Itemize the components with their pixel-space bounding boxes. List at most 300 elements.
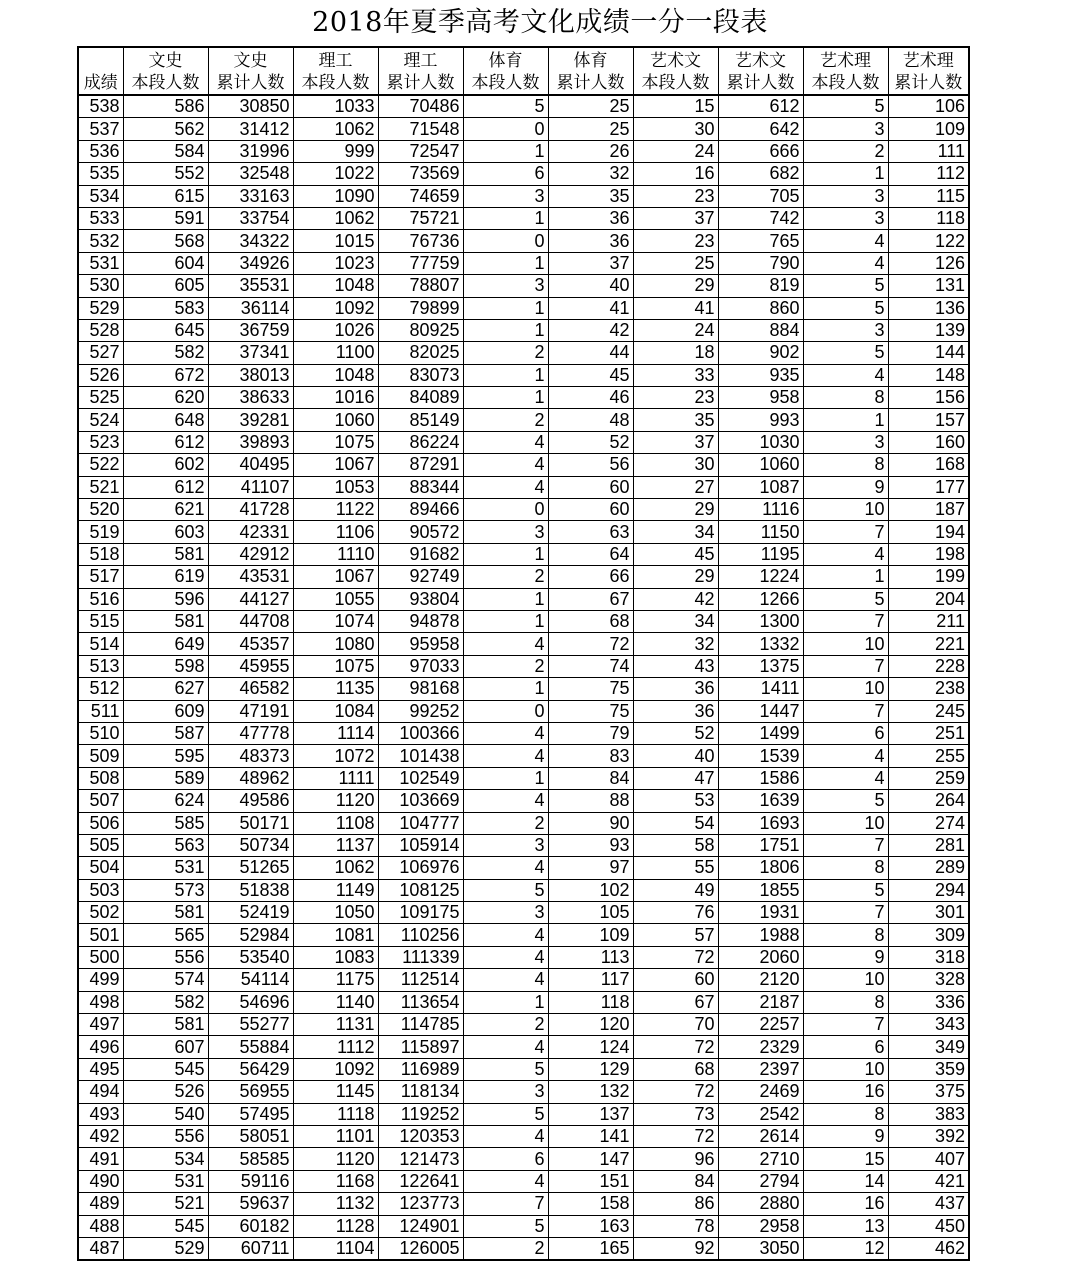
count-cell: 1075: [293, 655, 378, 677]
count-cell: 25: [633, 252, 718, 274]
count-cell: 24: [633, 319, 718, 341]
count-cell: 57495: [208, 1103, 293, 1125]
count-cell: 529: [123, 1237, 208, 1260]
count-cell: 109: [548, 924, 633, 946]
count-cell: 585: [123, 812, 208, 834]
count-cell: 2060: [718, 946, 803, 968]
count-cell: 72: [633, 946, 718, 968]
table-row: [78, 252, 969, 274]
column-header-group: 体育: [573, 51, 608, 71]
count-cell: 90572: [378, 521, 463, 543]
count-cell: 672: [123, 364, 208, 386]
count-cell: 27: [633, 476, 718, 498]
table-row: [78, 297, 969, 319]
count-cell: 56429: [208, 1058, 293, 1080]
count-cell: 113: [548, 946, 633, 968]
count-cell: 52419: [208, 902, 293, 924]
column-header: [293, 47, 378, 95]
count-cell: 5: [803, 588, 888, 610]
count-cell: 6: [463, 1148, 548, 1170]
count-cell: 10: [803, 678, 888, 700]
count-cell: 96: [633, 1148, 718, 1170]
count-cell: 23: [633, 230, 718, 252]
table-row: [78, 767, 969, 789]
count-cell: 4: [463, 1125, 548, 1147]
count-cell: 129: [548, 1058, 633, 1080]
count-cell: 4: [803, 252, 888, 274]
count-cell: 83: [548, 745, 633, 767]
count-cell: 343: [888, 1014, 969, 1036]
count-cell: 132: [548, 1081, 633, 1103]
table-row: [78, 409, 969, 431]
count-cell: 16: [803, 1193, 888, 1215]
table-row: [78, 521, 969, 543]
count-cell: 1586: [718, 767, 803, 789]
count-cell: 421: [888, 1170, 969, 1192]
count-cell: 93: [548, 834, 633, 856]
count-cell: 15: [803, 1148, 888, 1170]
count-cell: 1266: [718, 588, 803, 610]
count-cell: 1075: [293, 431, 378, 453]
count-cell: 2: [463, 812, 548, 834]
count-cell: 1149: [293, 879, 378, 901]
count-cell: 72: [633, 1036, 718, 1058]
column-header-group: 体育: [488, 51, 523, 71]
count-cell: 1: [463, 252, 548, 274]
count-cell: 228: [888, 655, 969, 677]
count-cell: 603: [123, 521, 208, 543]
count-cell: 1062: [293, 118, 378, 140]
column-header-group: 艺术文: [650, 51, 701, 71]
count-cell: 4: [803, 767, 888, 789]
count-cell: 18: [633, 342, 718, 364]
count-cell: 1120: [293, 790, 378, 812]
count-cell: 15: [633, 95, 718, 118]
score-cell: 531: [78, 252, 123, 274]
count-cell: 109: [888, 118, 969, 140]
count-cell: 93804: [378, 588, 463, 610]
count-cell: 1411: [718, 678, 803, 700]
count-cell: 7: [463, 1193, 548, 1215]
table-row: [78, 588, 969, 610]
count-cell: 118: [548, 991, 633, 1013]
count-cell: 1015: [293, 230, 378, 252]
count-cell: 1104: [293, 1237, 378, 1260]
count-cell: 615: [123, 185, 208, 207]
count-cell: 78: [633, 1215, 718, 1237]
count-cell: 4: [463, 857, 548, 879]
count-cell: 0: [463, 700, 548, 722]
count-cell: 245: [888, 700, 969, 722]
count-cell: 1195: [718, 543, 803, 565]
score-cell: 491: [78, 1148, 123, 1170]
count-cell: 1: [463, 543, 548, 565]
count-cell: 545: [123, 1215, 208, 1237]
count-cell: 123773: [378, 1193, 463, 1215]
score-cell: 516: [78, 588, 123, 610]
table-row: [78, 342, 969, 364]
count-cell: 113654: [378, 991, 463, 1013]
count-cell: 136: [888, 297, 969, 319]
column-header: [548, 47, 633, 95]
count-cell: 42: [548, 319, 633, 341]
count-cell: 8: [803, 924, 888, 946]
count-cell: 32548: [208, 163, 293, 185]
count-cell: 1033: [293, 95, 378, 118]
count-cell: 4: [463, 924, 548, 946]
count-cell: 259: [888, 767, 969, 789]
table-row: [78, 610, 969, 632]
count-cell: 41: [633, 297, 718, 319]
count-cell: 80925: [378, 319, 463, 341]
count-cell: 581: [123, 543, 208, 565]
count-cell: 72: [633, 1125, 718, 1147]
count-cell: 97033: [378, 655, 463, 677]
score-cell: 504: [78, 857, 123, 879]
count-cell: 3: [463, 834, 548, 856]
score-cell: 490: [78, 1170, 123, 1192]
count-cell: 92: [633, 1237, 718, 1260]
count-cell: 33163: [208, 185, 293, 207]
count-cell: 47191: [208, 700, 293, 722]
count-cell: 122641: [378, 1170, 463, 1192]
count-cell: 48962: [208, 767, 293, 789]
count-cell: 110256: [378, 924, 463, 946]
score-cell: 512: [78, 678, 123, 700]
count-cell: 10: [803, 499, 888, 521]
count-cell: 545: [123, 1058, 208, 1080]
count-cell: 450: [888, 1215, 969, 1237]
count-cell: 35531: [208, 275, 293, 297]
count-cell: 94878: [378, 610, 463, 632]
score-cell: 529: [78, 297, 123, 319]
count-cell: 2469: [718, 1081, 803, 1103]
column-header-group: 文史: [233, 51, 268, 71]
table-row: [78, 1036, 969, 1058]
count-cell: 4: [463, 454, 548, 476]
count-cell: 72: [548, 633, 633, 655]
count-cell: 1: [463, 140, 548, 162]
count-cell: 55277: [208, 1014, 293, 1036]
table-row: [78, 879, 969, 901]
count-cell: 55884: [208, 1036, 293, 1058]
table-row: [78, 946, 969, 968]
count-cell: 2: [463, 409, 548, 431]
count-cell: 462: [888, 1237, 969, 1260]
count-cell: 6: [803, 1036, 888, 1058]
score-cell: 506: [78, 812, 123, 834]
score-cell: 518: [78, 543, 123, 565]
count-cell: 60: [548, 476, 633, 498]
count-cell: 38013: [208, 364, 293, 386]
count-cell: 765: [718, 230, 803, 252]
column-header-label: 累计人数: [894, 73, 963, 93]
count-cell: 108125: [378, 879, 463, 901]
table-row: [78, 364, 969, 386]
table-row: [78, 902, 969, 924]
table-row: [78, 118, 969, 140]
count-cell: 526: [123, 1081, 208, 1103]
count-cell: 75721: [378, 207, 463, 229]
count-cell: 157: [888, 409, 969, 431]
count-cell: 102549: [378, 767, 463, 789]
count-cell: 95958: [378, 633, 463, 655]
count-cell: 88344: [378, 476, 463, 498]
count-cell: 104777: [378, 812, 463, 834]
score-cell: 526: [78, 364, 123, 386]
count-cell: 67: [633, 991, 718, 1013]
table-row: [78, 566, 969, 588]
count-cell: 141: [548, 1125, 633, 1147]
count-cell: 87291: [378, 454, 463, 476]
count-cell: 562: [123, 118, 208, 140]
count-cell: 1145: [293, 1081, 378, 1103]
count-cell: 16: [633, 163, 718, 185]
count-cell: 160: [888, 431, 969, 453]
count-cell: 1332: [718, 633, 803, 655]
count-cell: 111: [888, 140, 969, 162]
count-cell: 90: [548, 812, 633, 834]
count-cell: 521: [123, 1193, 208, 1215]
count-cell: 3: [803, 207, 888, 229]
count-cell: 74: [548, 655, 633, 677]
count-cell: 45: [548, 364, 633, 386]
table-row: [78, 319, 969, 341]
count-cell: 2257: [718, 1014, 803, 1036]
count-cell: 51265: [208, 857, 293, 879]
count-cell: 7: [803, 902, 888, 924]
count-cell: 581: [123, 1014, 208, 1036]
count-cell: 1639: [718, 790, 803, 812]
score-cell: 532: [78, 230, 123, 252]
count-cell: 1053: [293, 476, 378, 498]
count-cell: 84: [633, 1170, 718, 1192]
count-cell: 70486: [378, 95, 463, 118]
count-cell: 587: [123, 722, 208, 744]
count-cell: 221: [888, 633, 969, 655]
score-cell: 494: [78, 1081, 123, 1103]
score-cell: 505: [78, 834, 123, 856]
table-row: [78, 1215, 969, 1237]
count-cell: 23: [633, 387, 718, 409]
table-row: [78, 722, 969, 744]
score-cell: 514: [78, 633, 123, 655]
count-cell: 79: [548, 722, 633, 744]
column-header-group: 文史: [148, 51, 183, 71]
count-cell: 84: [548, 767, 633, 789]
count-cell: 118: [888, 207, 969, 229]
table-row: [78, 991, 969, 1013]
count-cell: 1135: [293, 678, 378, 700]
table-row: [78, 812, 969, 834]
count-cell: 1300: [718, 610, 803, 632]
table-row: [78, 857, 969, 879]
count-cell: 4: [463, 722, 548, 744]
count-cell: 204: [888, 588, 969, 610]
count-cell: 10: [803, 969, 888, 991]
count-cell: 45: [633, 543, 718, 565]
table-row: [78, 1014, 969, 1036]
count-cell: 1112: [293, 1036, 378, 1058]
count-cell: 556: [123, 1125, 208, 1147]
count-cell: 1: [463, 297, 548, 319]
count-cell: 41: [548, 297, 633, 319]
count-cell: 1111: [293, 767, 378, 789]
count-cell: 2: [463, 342, 548, 364]
count-cell: 63: [548, 521, 633, 543]
count-cell: 255: [888, 745, 969, 767]
count-cell: 8: [803, 991, 888, 1013]
count-cell: 92749: [378, 566, 463, 588]
count-cell: 609: [123, 700, 208, 722]
count-cell: 3: [803, 185, 888, 207]
count-cell: 349: [888, 1036, 969, 1058]
count-cell: 2: [463, 566, 548, 588]
count-cell: 73569: [378, 163, 463, 185]
count-cell: 48373: [208, 745, 293, 767]
count-cell: 5: [463, 1215, 548, 1237]
count-cell: 309: [888, 924, 969, 946]
count-cell: 70: [633, 1014, 718, 1036]
count-cell: 72547: [378, 140, 463, 162]
count-cell: 602: [123, 454, 208, 476]
count-cell: 31412: [208, 118, 293, 140]
score-cell: 488: [78, 1215, 123, 1237]
score-cell: 492: [78, 1125, 123, 1147]
column-header: [78, 47, 123, 95]
count-cell: 120353: [378, 1125, 463, 1147]
count-cell: 29: [633, 499, 718, 521]
table-row: [78, 1125, 969, 1147]
count-cell: 34926: [208, 252, 293, 274]
column-header-label: 本段人数: [131, 73, 200, 93]
count-cell: 556: [123, 946, 208, 968]
count-cell: 137: [548, 1103, 633, 1125]
table-row: [78, 969, 969, 991]
score-cell: 503: [78, 879, 123, 901]
count-cell: 1072: [293, 745, 378, 767]
count-cell: 98168: [378, 678, 463, 700]
count-cell: 7: [803, 834, 888, 856]
count-cell: 126: [888, 252, 969, 274]
count-cell: 1539: [718, 745, 803, 767]
count-cell: 139: [888, 319, 969, 341]
count-cell: 2880: [718, 1193, 803, 1215]
score-cell: 534: [78, 185, 123, 207]
table-row: [78, 499, 969, 521]
column-header-group: 艺术理: [820, 51, 871, 71]
count-cell: 1: [463, 588, 548, 610]
count-cell: 115: [888, 185, 969, 207]
count-cell: 52: [633, 722, 718, 744]
count-cell: 264: [888, 790, 969, 812]
count-cell: 1100: [293, 342, 378, 364]
count-cell: 163: [548, 1215, 633, 1237]
count-cell: 122: [888, 230, 969, 252]
count-cell: 14: [803, 1170, 888, 1192]
count-cell: 612: [718, 95, 803, 118]
count-cell: 604: [123, 252, 208, 274]
count-cell: 59116: [208, 1170, 293, 1192]
score-cell: 519: [78, 521, 123, 543]
score-cell: 511: [78, 700, 123, 722]
count-cell: 10: [803, 633, 888, 655]
count-cell: 4: [803, 745, 888, 767]
count-cell: 89466: [378, 499, 463, 521]
score-distribution-table: [77, 46, 970, 1261]
count-cell: 4: [463, 790, 548, 812]
count-cell: 177: [888, 476, 969, 498]
count-cell: 4: [803, 543, 888, 565]
count-cell: 1060: [718, 454, 803, 476]
score-cell: 533: [78, 207, 123, 229]
column-header-label: 成绩: [83, 73, 118, 93]
count-cell: 1026: [293, 319, 378, 341]
count-cell: 2397: [718, 1058, 803, 1080]
count-cell: 1122: [293, 499, 378, 521]
count-cell: 36: [633, 700, 718, 722]
column-header-group: 艺术文: [735, 51, 786, 71]
count-cell: 126005: [378, 1237, 463, 1260]
count-cell: 2: [463, 655, 548, 677]
column-header-label: 本段人数: [811, 73, 880, 93]
count-cell: 103669: [378, 790, 463, 812]
count-cell: 47: [633, 767, 718, 789]
count-cell: 16: [803, 1081, 888, 1103]
count-cell: 198: [888, 543, 969, 565]
header-row: [78, 47, 969, 95]
count-cell: 54: [633, 812, 718, 834]
count-cell: 581: [123, 610, 208, 632]
count-cell: 86: [633, 1193, 718, 1215]
count-cell: 72: [633, 1081, 718, 1103]
count-cell: 1: [463, 387, 548, 409]
table-row: [78, 1058, 969, 1080]
count-cell: 1048: [293, 364, 378, 386]
count-cell: 39893: [208, 431, 293, 453]
table-row: [78, 476, 969, 498]
score-cell: 500: [78, 946, 123, 968]
count-cell: 8: [803, 1103, 888, 1125]
count-cell: 1050: [293, 902, 378, 924]
count-cell: 56: [548, 454, 633, 476]
table-row: [78, 1148, 969, 1170]
column-header: [123, 47, 208, 95]
count-cell: 58: [633, 834, 718, 856]
count-cell: 5: [803, 342, 888, 364]
count-cell: 1118: [293, 1103, 378, 1125]
count-cell: 790: [718, 252, 803, 274]
count-cell: 407: [888, 1148, 969, 1170]
count-cell: 4: [463, 1170, 548, 1192]
count-cell: 1114: [293, 722, 378, 744]
count-cell: 156: [888, 387, 969, 409]
count-cell: 75: [548, 678, 633, 700]
count-cell: 620: [123, 387, 208, 409]
count-cell: 2: [803, 140, 888, 162]
count-cell: 3: [463, 521, 548, 543]
count-cell: 54114: [208, 969, 293, 991]
column-header-group: 理工: [403, 51, 438, 71]
count-cell: 1: [463, 678, 548, 700]
count-cell: 85149: [378, 409, 463, 431]
table-row: [78, 1103, 969, 1125]
score-cell: 509: [78, 745, 123, 767]
count-cell: 4: [463, 633, 548, 655]
count-cell: 36: [548, 230, 633, 252]
count-cell: 168: [888, 454, 969, 476]
count-cell: 642: [718, 118, 803, 140]
